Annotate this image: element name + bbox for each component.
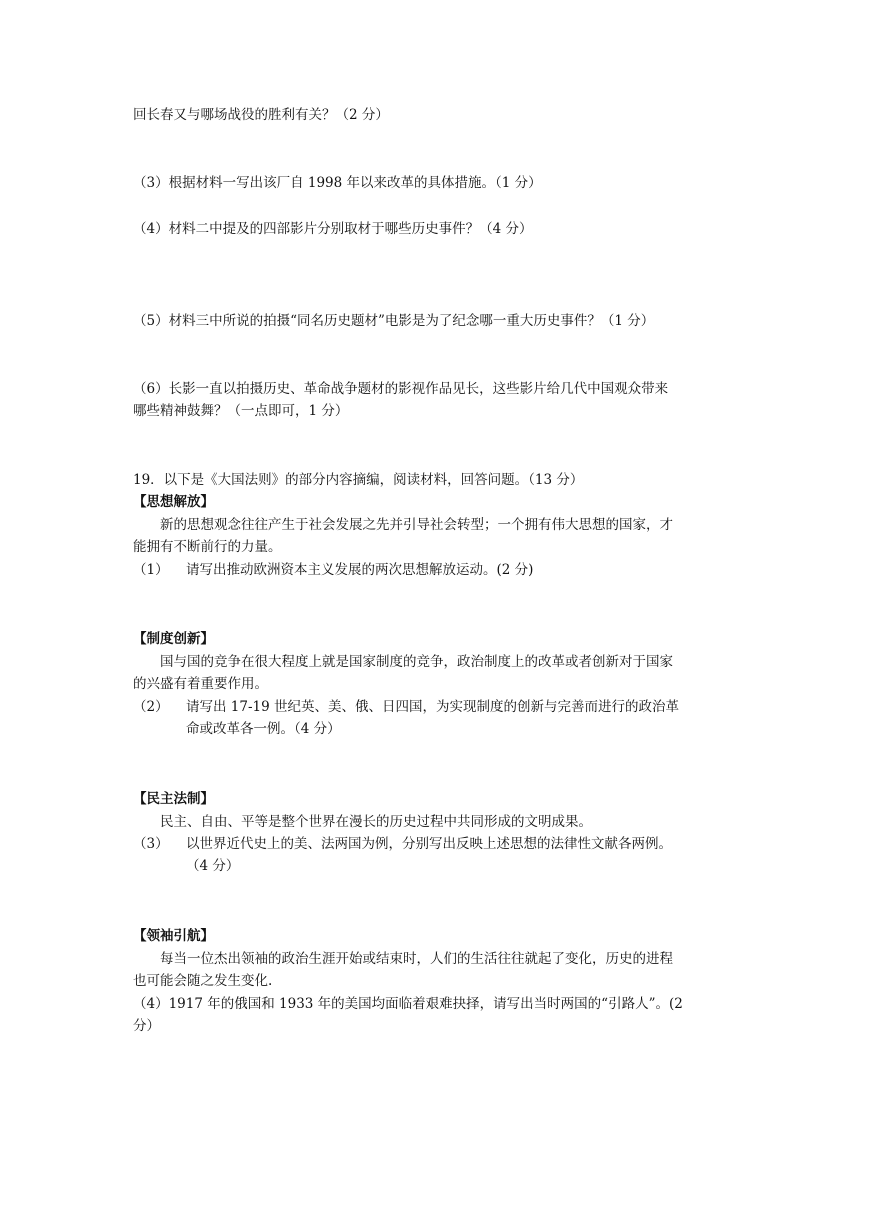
- question-2-text-2: 命或改革各一例。（4 分）: [186, 721, 341, 737]
- question-1-text: 请写出推动欧洲资本主义发展的两次思想解放运动。(2 分): [186, 562, 534, 578]
- question-3-text-2: （4 分）: [186, 858, 240, 874]
- section-system-material-2: 的兴盛有着重要作用。: [133, 676, 268, 692]
- q18-6-line1: （6）长影一直以拍摄历史、革命战争题材的影视作品见长，这些影片给几代中国观众带来: [133, 381, 669, 397]
- question-2-number: （2）: [133, 699, 169, 715]
- q18-6-line2: 哪些精神鼓舞？（一点即可，1 分）: [133, 403, 349, 419]
- question-2-text-1: 请写出 17-19 世纪英、美、俄、日四国，为实现制度的创新与完善而进行的政治革: [186, 699, 679, 715]
- section-heading-leader: 【领袖引航】: [133, 928, 214, 944]
- section-thought-material-2: 能拥有不断前行的力量。: [133, 539, 282, 555]
- section-democracy-material-1: 民主、自由、平等是整个世界在漫长的历史过程中共同形成的文明成果。: [160, 814, 592, 830]
- section-leader-material-2: 也可能会随之发生变化.: [133, 973, 273, 989]
- q18-3: （3）根据材料一写出该厂自 1998 年以来改革的具体措施。（1 分）: [133, 175, 542, 191]
- section-heading-democracy: 【民主法制】: [133, 791, 214, 807]
- question-4-text-1: （4）1917 年的俄国和 1933 年的美国均面临着艰难抉择，请写出当时两国的“引路人”。(2: [133, 996, 683, 1012]
- section-system-material-1: 国与国的竞争在很大程度上就是国家制度的竞争，政治制度上的改革或者创新对于国家: [160, 654, 673, 670]
- q18-4: （4）材料二中提及的四部影片分别取材于哪些历史事件？（4 分）: [133, 221, 533, 237]
- q19-intro: 19．以下是《大国法则》的部分内容摘编，阅读材料，回答问题。（13 分）: [133, 472, 584, 488]
- question-3-text-1: 以世界近代史上的美、法两国为例，分别写出反映上述思想的法律性文献各两例。: [186, 836, 672, 852]
- section-leader-material-1: 每当一位杰出领袖的政治生涯开始或结束时，人们的生活往往就起了变化，历史的进程: [160, 951, 673, 967]
- question-3-number: （3）: [133, 836, 169, 852]
- section-heading-system: 【制度创新】: [133, 631, 214, 647]
- section-thought-material-1: 新的思想观念往往产生于社会发展之先并引导社会转型；一个拥有伟大思想的国家，才: [160, 517, 673, 533]
- q18-5: （5）材料三中所说的拍摄“同名历史题材”电影是为了纪念哪一重大历史事件？（1 分）: [133, 313, 655, 329]
- q18-2-continued: 回长春又与哪场战役的胜利有关？（2 分）: [133, 107, 389, 123]
- section-heading-thought: 【思想解放】: [133, 494, 214, 510]
- question-1-number: （1）: [133, 562, 169, 578]
- question-4-text-2: 分）: [133, 1018, 160, 1034]
